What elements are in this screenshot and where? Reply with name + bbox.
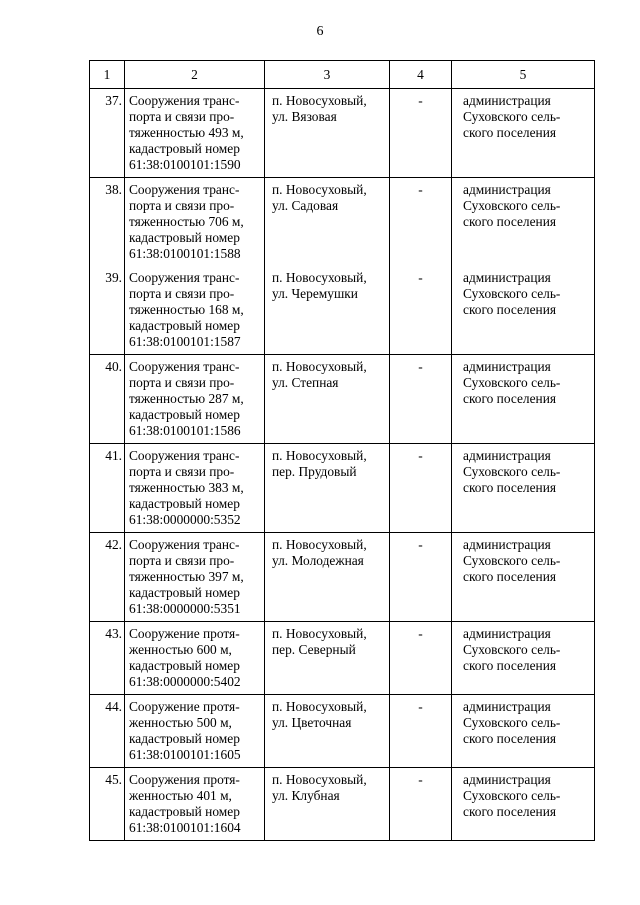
object-address <box>265 622 390 695</box>
object-owner-line: Суховского сель- <box>463 788 561 803</box>
object-description-line: Сооружения транс- <box>129 537 240 552</box>
object-owner-line: администрация <box>463 359 551 374</box>
object-owner <box>452 266 595 355</box>
table-row <box>90 266 595 355</box>
object-address <box>265 533 390 622</box>
row-number: 45. <box>90 768 125 841</box>
table-row <box>90 533 595 622</box>
object-address-line: п. Новосуховый, <box>272 626 367 641</box>
object-owner <box>452 695 595 768</box>
object-owner-line: администрация <box>463 448 551 463</box>
object-description-line: кадастровый номер <box>129 318 240 333</box>
object-address <box>265 695 390 768</box>
object-address-line: п. Новосуховый, <box>272 93 367 108</box>
object-description <box>125 89 265 178</box>
object-description-line: Сооружения транс- <box>129 448 240 463</box>
object-description-line: кадастровый номер <box>129 658 240 673</box>
header-cell-1: 1 <box>90 61 125 89</box>
table-header-row <box>90 61 595 89</box>
object-description-line: порта и связи про- <box>129 464 235 479</box>
object-description <box>125 355 265 444</box>
object-owner-line: ского поселения <box>463 804 557 819</box>
object-description <box>125 768 265 841</box>
object-address-line: ул. Клубная <box>272 788 340 803</box>
object-description-line: женностью 500 м, <box>129 715 232 730</box>
object-address-line: пер. Прудовый <box>272 464 357 479</box>
row-number: 40. <box>90 355 125 444</box>
header-cell-3: 3 <box>265 61 390 89</box>
object-owner-line: администрация <box>463 93 551 108</box>
table-row <box>90 89 595 178</box>
object-address-line: п. Новосуховый, <box>272 448 367 463</box>
column-4-value: - <box>390 89 452 178</box>
object-description-line: 61:38:0000000:5402 <box>129 674 241 689</box>
object-owner-line: ского поселения <box>463 480 557 495</box>
object-address <box>265 444 390 533</box>
object-description-line: порта и связи про- <box>129 553 235 568</box>
object-address-line: п. Новосуховый, <box>272 270 367 285</box>
object-description-line: 61:38:0100101:1588 <box>129 246 241 261</box>
object-owner-line: ского поселения <box>463 302 557 317</box>
object-description-line: кадастровый номер <box>129 731 240 746</box>
object-owner-line: ского поселения <box>463 125 557 140</box>
header-cell-2: 2 <box>125 61 265 89</box>
object-owner-line: администрация <box>463 182 551 197</box>
object-owner-line: ского поселения <box>463 658 557 673</box>
column-4-value: - <box>390 533 452 622</box>
column-4-value: - <box>390 355 452 444</box>
object-address-line: ул. Степная <box>272 375 339 390</box>
column-4-value: - <box>390 768 452 841</box>
object-description <box>125 266 265 355</box>
object-description-line: Сооружение протя- <box>129 626 240 641</box>
object-address <box>265 266 390 355</box>
table-row <box>90 768 595 841</box>
object-owner-line: Суховского сель- <box>463 286 561 301</box>
object-description-line: порта и связи про- <box>129 286 235 301</box>
object-description-line: кадастровый номер <box>129 407 240 422</box>
object-description-line: Сооружения протя- <box>129 772 240 787</box>
row-number: 38. <box>90 178 125 267</box>
object-description-line: 61:38:0100101:1605 <box>129 747 241 762</box>
object-description-line: тяженностью 168 м, <box>129 302 244 317</box>
column-4-value: - <box>390 178 452 267</box>
object-owner-line: Суховского сель- <box>463 198 561 213</box>
table-row <box>90 355 595 444</box>
object-description-line: кадастровый номер <box>129 496 240 511</box>
object-description <box>125 533 265 622</box>
object-owner-line: администрация <box>463 626 551 641</box>
object-owner-line: Суховского сель- <box>463 109 561 124</box>
object-owner-line: ского поселения <box>463 731 557 746</box>
object-owner-line: Суховского сель- <box>463 464 561 479</box>
object-owner-line: администрация <box>463 537 551 552</box>
object-description-line: тяженностью 493 м, <box>129 125 244 140</box>
object-description-line: тяженностью 287 м, <box>129 391 244 406</box>
row-number: 44. <box>90 695 125 768</box>
row-number: 41. <box>90 444 125 533</box>
object-address-line: ул. Черемушки <box>272 286 358 301</box>
object-address <box>265 355 390 444</box>
object-address-line: ул. Вязовая <box>272 109 337 124</box>
object-owner <box>452 178 595 267</box>
row-number: 39. <box>90 266 125 355</box>
object-description-line: 61:38:0100101:1587 <box>129 334 241 349</box>
object-description-line: порта и связи про- <box>129 198 235 213</box>
object-description-line: Сооружения транс- <box>129 93 240 108</box>
object-address-line: п. Новосуховый, <box>272 772 367 787</box>
object-address-line: ул. Цветочная <box>272 715 352 730</box>
object-description-line: 61:38:0100101:1604 <box>129 820 241 835</box>
object-description-line: тяженностью 706 м, <box>129 214 244 229</box>
object-owner-line: администрация <box>463 270 551 285</box>
object-description-line: Сооружения транс- <box>129 182 240 197</box>
page-number: 6 <box>316 24 324 39</box>
object-address-line: ул. Садовая <box>272 198 339 213</box>
object-owner-line: ского поселения <box>463 214 557 229</box>
column-4-value: - <box>390 622 452 695</box>
object-owner <box>452 89 595 178</box>
object-description-line: кадастровый номер <box>129 804 240 819</box>
object-address-line: пер. Северный <box>272 642 356 657</box>
object-address-line: ул. Молодежная <box>272 553 364 568</box>
object-description-line: тяженностью 397 м, <box>129 569 244 584</box>
object-address-line: п. Новосуховый, <box>272 359 367 374</box>
object-owner-line: администрация <box>463 772 551 787</box>
object-address <box>265 768 390 841</box>
object-owner <box>452 355 595 444</box>
object-description-line: женностью 600 м, <box>129 642 232 657</box>
object-description <box>125 178 265 267</box>
header-cell-4: 4 <box>390 61 452 89</box>
object-address-line: п. Новосуховый, <box>272 699 367 714</box>
object-owner-line: ского поселения <box>463 391 557 406</box>
object-owner-line: Суховского сель- <box>463 375 561 390</box>
row-number: 42. <box>90 533 125 622</box>
object-address-line: п. Новосуховый, <box>272 537 367 552</box>
object-address <box>265 89 390 178</box>
object-description-line: кадастровый номер <box>129 230 240 245</box>
column-4-value: - <box>390 266 452 355</box>
object-owner-line: администрация <box>463 699 551 714</box>
object-owner-line: Суховского сель- <box>463 642 561 657</box>
object-description <box>125 695 265 768</box>
object-description-line: кадастровый номер <box>129 141 240 156</box>
object-address-line: п. Новосуховый, <box>272 182 367 197</box>
row-number: 37. <box>90 89 125 178</box>
object-description-line: 61:38:0000000:5351 <box>129 601 241 616</box>
table-row <box>90 444 595 533</box>
object-description-line: Сооружения транс- <box>129 359 240 374</box>
table-row <box>90 622 595 695</box>
object-description-line: тяженностью 383 м, <box>129 480 244 495</box>
object-description-line: Сооружение протя- <box>129 699 240 714</box>
property-table <box>89 60 595 841</box>
object-address <box>265 178 390 267</box>
object-description-line: женностью 401 м, <box>129 788 232 803</box>
object-owner <box>452 622 595 695</box>
row-number: 43. <box>90 622 125 695</box>
object-owner <box>452 444 595 533</box>
object-description-line: 61:38:0100101:1586 <box>129 423 241 438</box>
table-row <box>90 695 595 768</box>
object-description-line: 61:38:0100101:1590 <box>129 157 241 172</box>
object-owner-line: ского поселения <box>463 569 557 584</box>
object-description <box>125 444 265 533</box>
object-description-line: Сооружения транс- <box>129 270 240 285</box>
header-cell-5: 5 <box>452 61 595 89</box>
object-owner <box>452 768 595 841</box>
column-4-value: - <box>390 695 452 768</box>
object-description-line: порта и связи про- <box>129 375 235 390</box>
column-4-value: - <box>390 444 452 533</box>
table-row <box>90 178 595 267</box>
object-owner-line: Суховского сель- <box>463 715 561 730</box>
object-description <box>125 622 265 695</box>
object-description-line: 61:38:0000000:5352 <box>129 512 241 527</box>
object-description-line: порта и связи про- <box>129 109 235 124</box>
object-description-line: кадастровый номер <box>129 585 240 600</box>
object-owner <box>452 533 595 622</box>
object-owner-line: Суховского сель- <box>463 553 561 568</box>
